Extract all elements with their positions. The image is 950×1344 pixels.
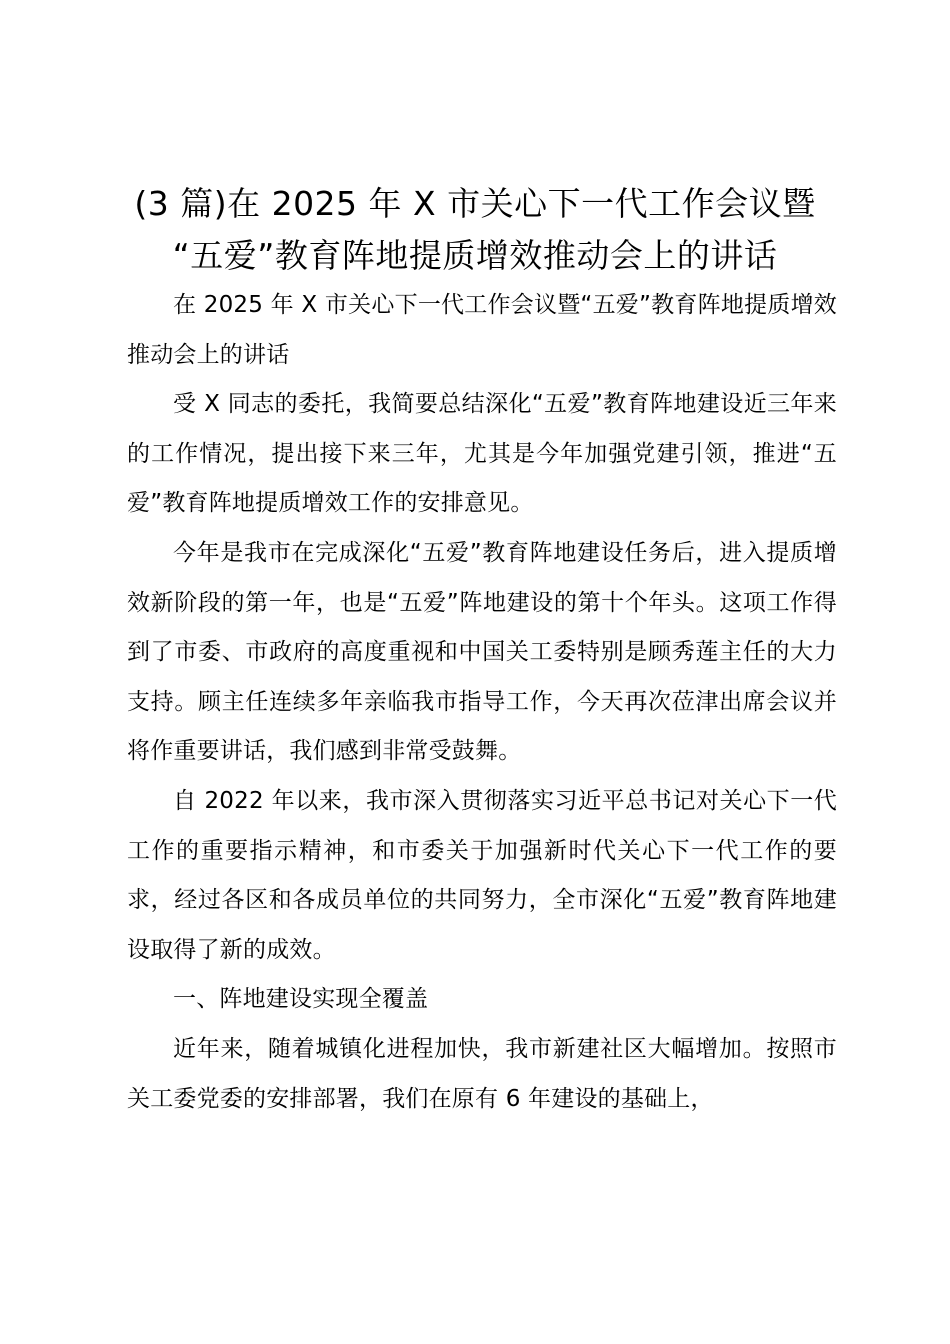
- document-title-line-1: (3 篇)在 2025 年 X 市关心下一代工作会议暨: [134, 184, 816, 223]
- section-paragraph-1: 近年来，随着城镇化进程加快，我市新建社区大幅增加。按照市关工委党委的安排部署，我们在原有 6 年建设的基础上，: [127, 1035, 837, 1112]
- paragraph-subtitle: 在 2025 年 X 市关心下一代工作会议暨“五爱”教育阵地提质增效推动会上的讲话: [127, 292, 837, 368]
- document-body: [127, 281, 837, 1124]
- section-heading-1: 一、阵地建设实现全覆盖: [173, 986, 429, 1013]
- paragraph-since-2022: 自 2022 年以来，我市深入贯彻落实习近平总书记对关心下一代工作的重要指示精神，和市委关于加强新时代关心下一代工作的要求，经过各区和各成员单位的共同努力，全市深化“五爱”教育阵地建设取得了新的成效。: [127, 787, 837, 963]
- document-title-line-2: “五爱”教育阵地提质增效推动会上的讲话: [172, 236, 778, 275]
- paragraph-this-year: 今年是我市在完成深化“五爱”教育阵地建设任务后，进入提质增效新阶段的第一年，也是“五爱”阵地建设的第十个年头。这项工作得到了市委、市政府的高度重视和中国关工委特别是顾秀莲主任的大力支持。顾主任连续多年亲临我市指导工作，今天再次莅津出席会议并将作重要讲话，我们感到非常受鼓舞。: [127, 539, 837, 765]
- paragraph-intro: 受 X 同志的委托，我简要总结深化“五爱”教育阵地建设近三年来的工作情况，提出接下来三年，尤其是今年加强党建引领，推进“五爱”教育阵地提质增效工作的安排意见。: [127, 391, 837, 517]
